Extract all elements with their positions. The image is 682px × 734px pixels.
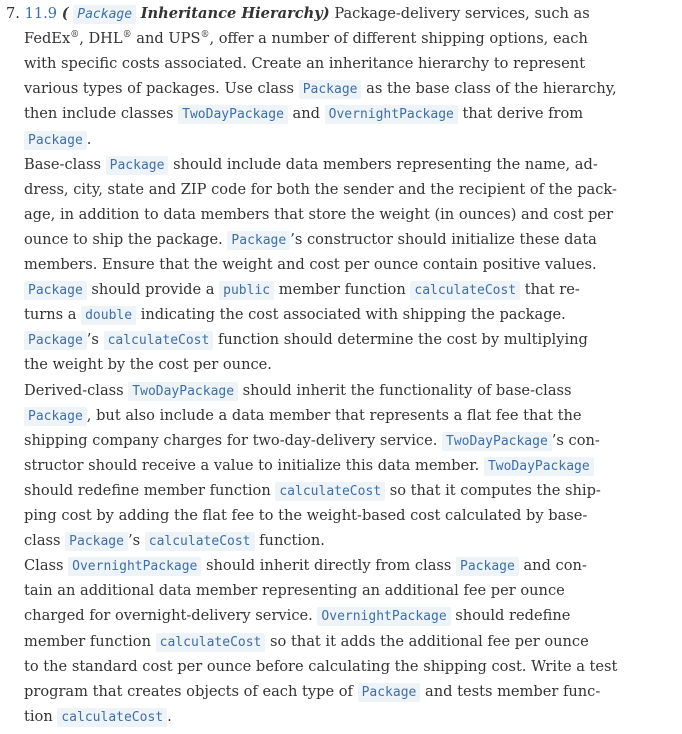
- code-term: Package: [106, 156, 169, 175]
- code-term: Package: [24, 281, 87, 300]
- code-term: calculateCost: [145, 532, 255, 551]
- paragraph-line: [24, 152, 598, 177]
- paragraph-line: [24, 76, 617, 101]
- exercise-number: 7.: [6, 5, 20, 22]
- text-run: with specific costs associated. Create an inheritance hierarchy to represent: [24, 55, 586, 73]
- code-term: Package: [456, 557, 519, 576]
- code-term: Package: [358, 683, 421, 702]
- paragraph-line: [24, 428, 600, 453]
- text-run: and con-: [518, 557, 587, 575]
- text-run: turns a: [24, 306, 82, 324]
- text-run: tain an additional data member representing an additional fee per ounce: [24, 582, 565, 600]
- text-run: , but also include a data member that represents a flat fee that the: [86, 406, 582, 424]
- paragraph-line: [24, 26, 588, 51]
- text-run: to the standard cost per ounce before calculating the shipping cost. Write a test: [24, 657, 618, 675]
- text-run: should inherit the functionality of base-class: [238, 381, 572, 399]
- code-term: OvernightPackage: [325, 105, 458, 124]
- title-open-paren: (: [61, 5, 69, 22]
- text-run: ’s: [127, 532, 145, 550]
- paragraph-line: [24, 252, 597, 277]
- text-run: function.: [254, 532, 325, 550]
- paragraph-line: [24, 101, 583, 126]
- code-term: Package: [24, 331, 87, 350]
- text-run: , offer a number of different shipping options, each: [209, 30, 588, 48]
- code-term: Package: [24, 407, 87, 426]
- paragraph-line: [24, 227, 597, 252]
- text-run: Package-delivery services, such as: [334, 5, 590, 22]
- text-run: and UPS: [131, 30, 201, 48]
- code-term: Package: [227, 231, 290, 250]
- text-run: age, in addition to data members that store the weight (in ounces) and cost per: [24, 205, 614, 223]
- code-term: calculateCost: [156, 633, 266, 652]
- text-run: should redefine: [450, 607, 571, 625]
- paragraph-line: [24, 51, 585, 76]
- code-term: calculateCost: [57, 708, 167, 727]
- text-run: ping cost by adding the flat fee to the weight-based cost calculated by base-: [24, 507, 588, 524]
- text-run: member function: [274, 281, 411, 299]
- exercise-header: [6, 1, 590, 26]
- paragraph-line: [24, 679, 600, 704]
- text-run: shipping company charges for two-day-delivery service.: [24, 431, 443, 449]
- text-run: , DHL: [79, 30, 123, 48]
- text-run: should redefine member function: [24, 481, 276, 499]
- code-term: calculateCost: [410, 281, 520, 300]
- text-run: and: [287, 105, 325, 123]
- text-run: .: [167, 707, 172, 725]
- text-run: that derive from: [457, 105, 584, 123]
- text-run: so that it computes the ship-: [385, 481, 601, 499]
- text-run: ’s: [86, 331, 104, 349]
- code-term: Package: [65, 532, 128, 551]
- paragraph-line: [24, 603, 570, 628]
- text-run: and tests member func-: [420, 682, 601, 700]
- text-run: so that it adds the additional fee per ounce: [265, 632, 589, 650]
- paragraph-line: [24, 578, 565, 603]
- text-run: members. Ensure that the weight and cost per ounce contain positive values.: [24, 256, 597, 273]
- registered-mark: ®: [200, 30, 210, 41]
- text-run: Class: [24, 557, 69, 575]
- text-run: various types of packages. Use class: [24, 80, 299, 98]
- paragraph-line: [24, 403, 582, 428]
- text-run: ounce to ship the package.: [24, 230, 228, 248]
- text-run: indicating the cost associated with shipping the package.: [136, 306, 566, 324]
- paragraph-line: [24, 528, 325, 553]
- text-run: charged for overnight-delivery service.: [24, 607, 318, 625]
- paragraph-line: [24, 327, 588, 352]
- code-term: TwoDayPackage: [178, 105, 288, 124]
- paragraph-line: [24, 503, 587, 528]
- title-class-name: Package: [73, 5, 136, 24]
- code-term: TwoDayPackage: [128, 382, 238, 401]
- text-run: the weight by the cost per ounce.: [24, 356, 272, 374]
- paragraph-line: [24, 302, 566, 327]
- registered-mark: ®: [122, 30, 132, 41]
- text-run: tion: [24, 707, 58, 725]
- code-term: double: [81, 306, 136, 325]
- text-run: program that creates objects of each type of: [24, 682, 358, 700]
- text-run: that re-: [520, 281, 580, 299]
- text-run: should provide a: [86, 281, 220, 299]
- section-number: 11.9: [24, 5, 58, 22]
- paragraph-line: [24, 478, 601, 503]
- text-run: ’s con-: [551, 431, 600, 449]
- code-term: Package: [299, 80, 362, 99]
- paragraph-line: [24, 127, 91, 152]
- text-run: should include data members representing the name, ad-: [168, 155, 598, 173]
- paragraph-line: [24, 378, 572, 403]
- code-term: calculateCost: [104, 331, 214, 350]
- registered-mark: ®: [70, 30, 80, 41]
- code-term: public: [219, 281, 274, 300]
- code-term: Package: [24, 131, 87, 150]
- text-run: then include classes: [24, 105, 179, 123]
- code-term: TwoDayPackage: [442, 432, 552, 451]
- text-run: class: [24, 532, 66, 550]
- paragraph-line: [24, 553, 587, 578]
- text-run: ’s constructor should initialize these data: [290, 230, 597, 248]
- text-run: FedEx: [24, 30, 71, 48]
- code-term: OvernightPackage: [317, 607, 450, 626]
- paragraph-line: [24, 202, 613, 227]
- text-run: member function: [24, 632, 156, 650]
- exercise-title: Inheritance Hierarchy): [140, 5, 330, 22]
- text-run: dress, city, state and ZIP code for both the sender and the recipient of the pack-: [24, 180, 617, 198]
- text-run: .: [86, 130, 92, 148]
- code-term: calculateCost: [275, 482, 385, 501]
- text-run: structor should receive a value to initialize this data member.: [24, 456, 484, 474]
- text-run: Base-class: [24, 155, 106, 173]
- text-run: Derived-class: [24, 381, 129, 399]
- paragraph-line: [24, 704, 172, 729]
- paragraph-line: [24, 177, 617, 202]
- paragraph-line: [24, 277, 580, 302]
- text-run: as the base class of the hierarchy,: [361, 80, 617, 98]
- paragraph-line: [24, 629, 589, 654]
- code-term: TwoDayPackage: [484, 457, 594, 476]
- paragraph-line: [24, 453, 594, 478]
- paragraph-line: [24, 352, 272, 377]
- paragraph-line: [24, 654, 617, 679]
- paragraph-line: [334, 5, 589, 22]
- code-term: OvernightPackage: [68, 557, 201, 576]
- text-run: function should determine the cost by multiplying: [213, 331, 588, 349]
- text-run: should inherit directly from class: [201, 557, 457, 575]
